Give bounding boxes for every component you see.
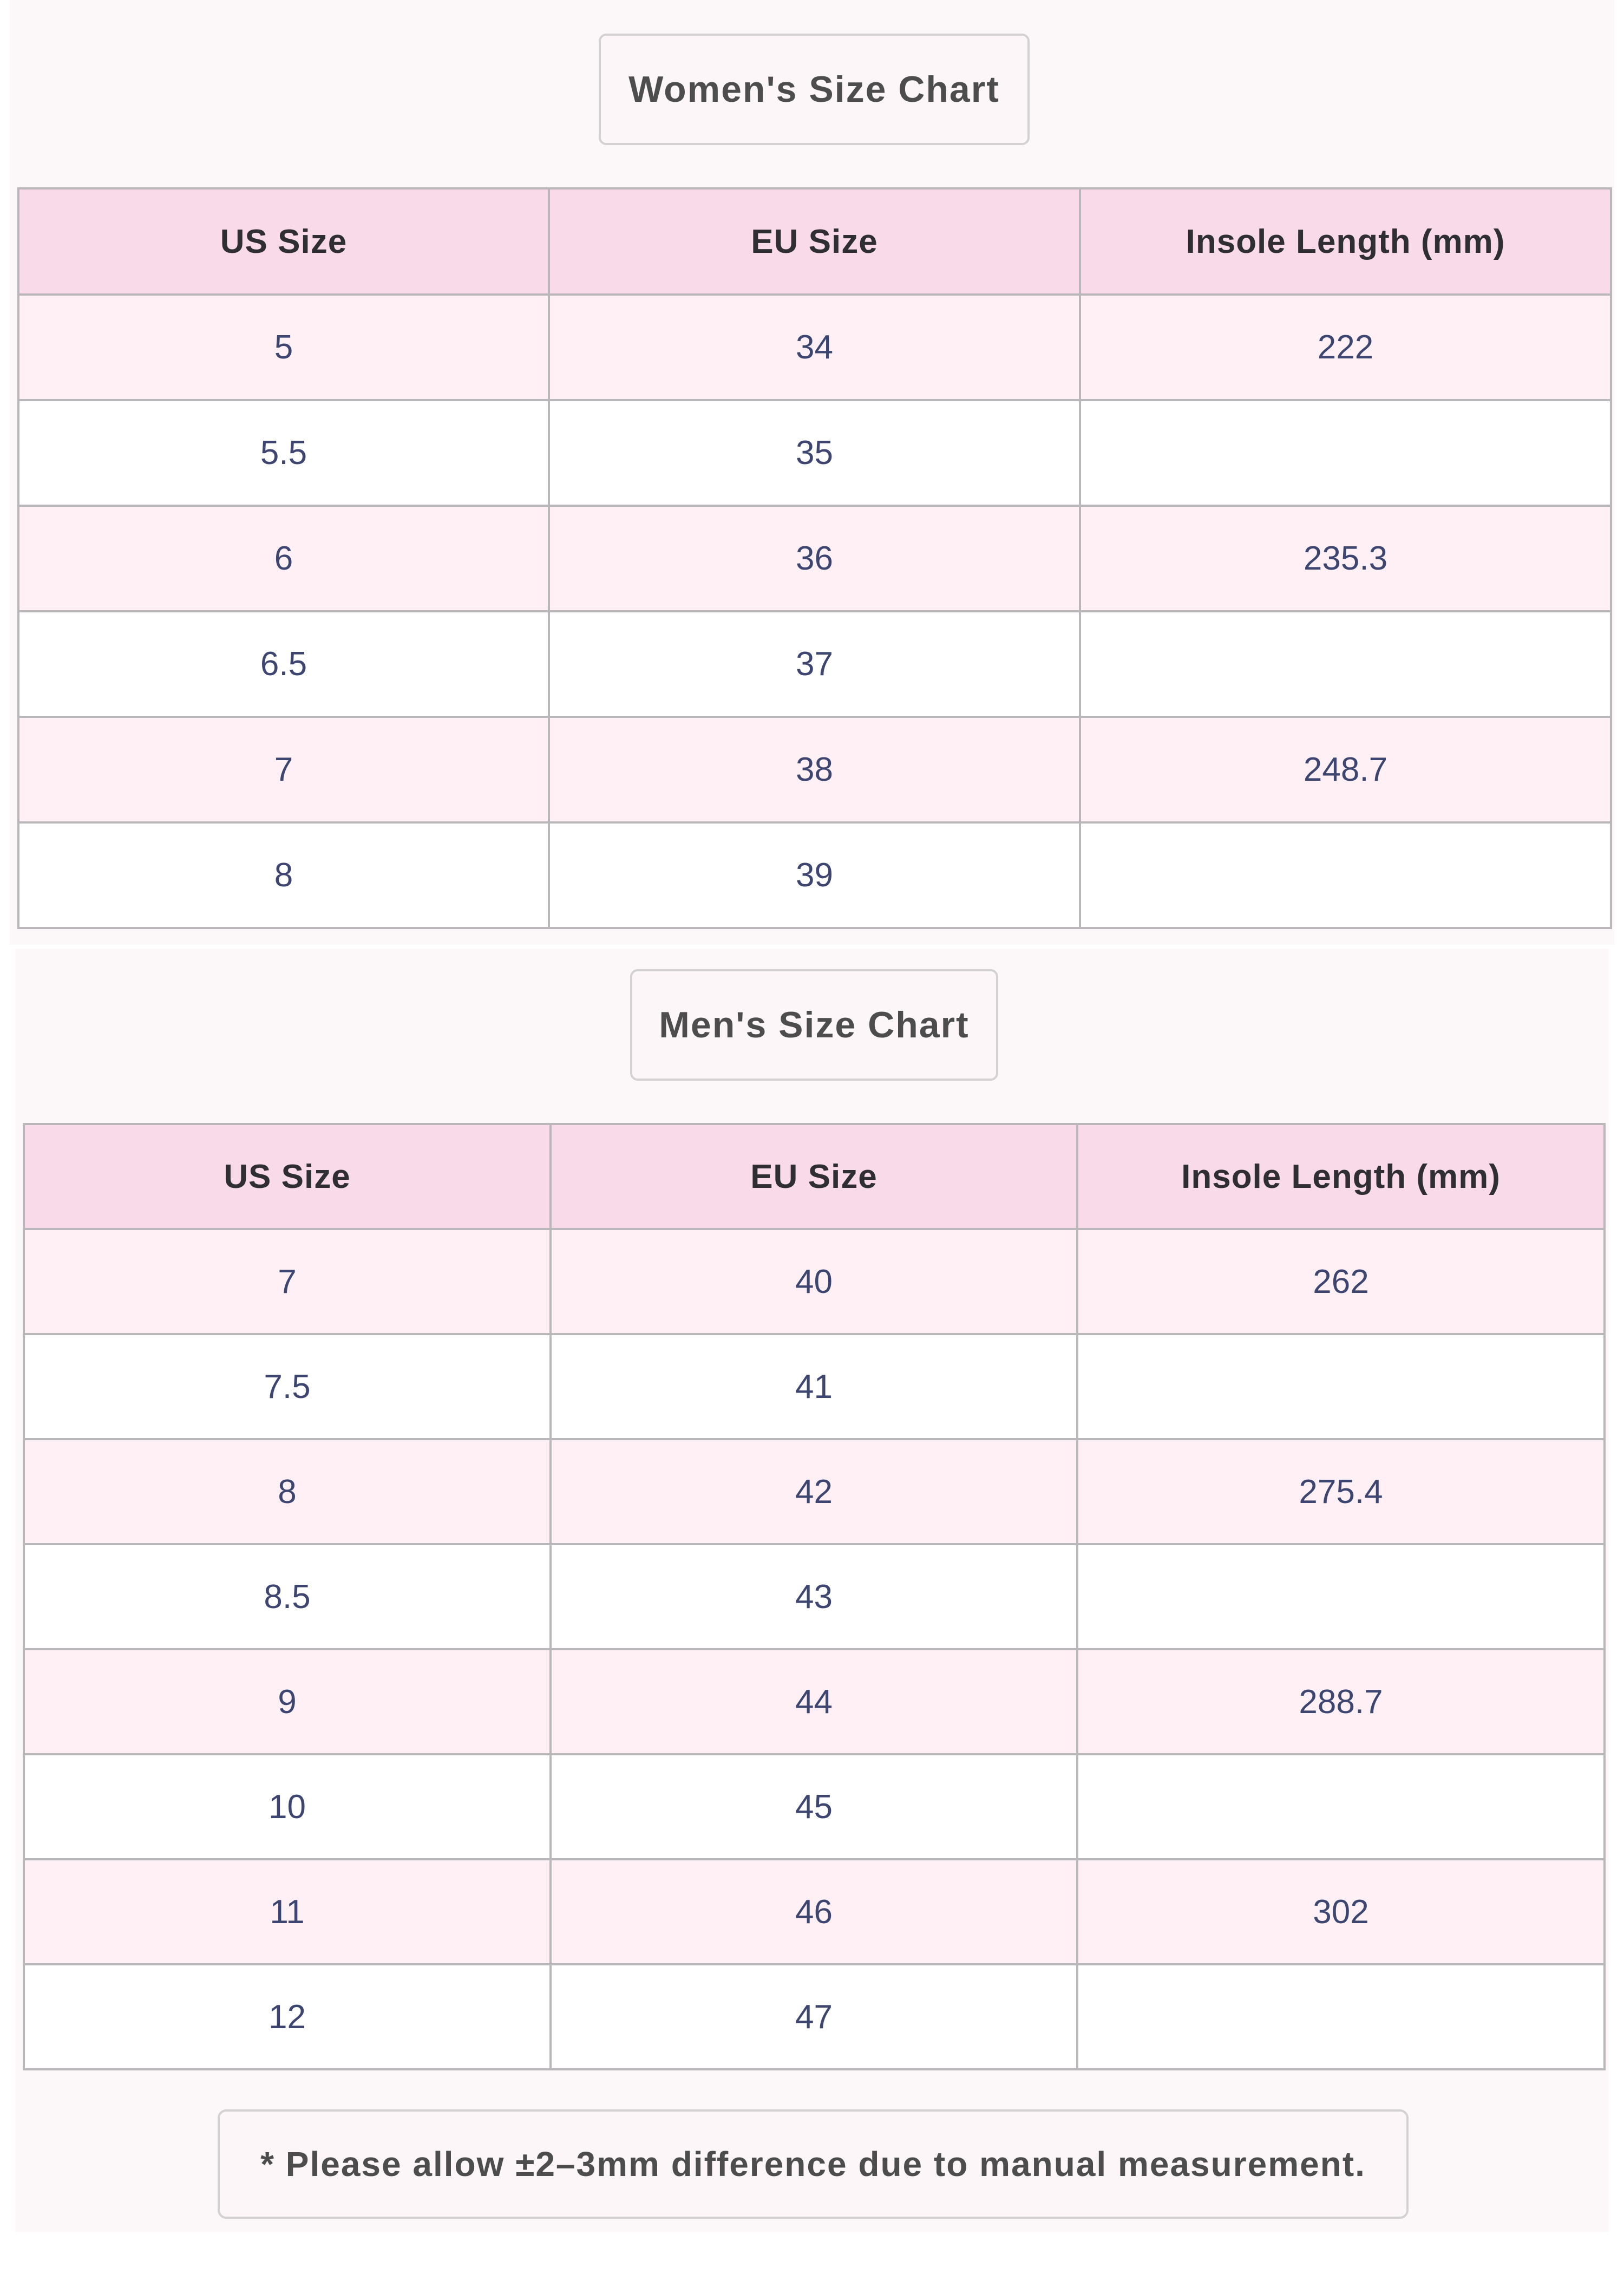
insole-length-header: Insole Length (mm)	[1080, 188, 1611, 295]
eu-size-cell: 45	[551, 1754, 1077, 1859]
measurement-note: * Please allow ±2–3mm difference due to manual measurement.	[218, 2109, 1409, 2219]
eu-size-cell: 34	[549, 295, 1080, 400]
insole-length-cell	[1077, 1964, 1605, 2069]
us-size-cell: 8	[18, 822, 549, 928]
eu-size-cell: 37	[549, 611, 1080, 717]
us-size-cell: 9	[24, 1649, 551, 1754]
insole-length-cell	[1080, 400, 1611, 506]
table-row	[18, 506, 1611, 611]
table-row	[24, 1544, 1605, 1649]
womens-size-table	[17, 187, 1612, 929]
table-row	[24, 1859, 1605, 1964]
table-row	[18, 717, 1611, 822]
eu-size-header: EU Size	[549, 188, 1080, 295]
us-size-cell: 7	[18, 717, 549, 822]
eu-size-cell: 38	[549, 717, 1080, 822]
mens-size-table	[23, 1123, 1606, 2070]
us-size-cell: 5	[18, 295, 549, 400]
womens-section	[10, 0, 1614, 945]
womens-size-chart-title: Women's Size Chart	[599, 34, 1030, 145]
insole-length-cell	[1080, 822, 1611, 928]
table-header-row	[24, 1124, 1605, 1229]
insole-length-cell	[1077, 1544, 1605, 1649]
insole-length-cell: 262	[1077, 1229, 1605, 1334]
us-size-cell: 12	[24, 1964, 551, 2069]
us-size-cell: 8	[24, 1439, 551, 1544]
insole-length-cell	[1077, 1334, 1605, 1439]
us-size-header: US Size	[24, 1124, 551, 1229]
insole-length-cell	[1080, 611, 1611, 717]
table-row	[24, 1649, 1605, 1754]
us-size-cell: 11	[24, 1859, 551, 1964]
eu-size-cell: 44	[551, 1649, 1077, 1754]
table-row	[18, 822, 1611, 928]
eu-size-cell: 46	[551, 1859, 1077, 1964]
table-row	[24, 1754, 1605, 1859]
insole-length-cell: 302	[1077, 1859, 1605, 1964]
us-size-cell: 7	[24, 1229, 551, 1334]
eu-size-header: EU Size	[551, 1124, 1077, 1229]
insole-length-cell: 248.7	[1080, 717, 1611, 822]
us-size-cell: 10	[24, 1754, 551, 1859]
table-row	[24, 1439, 1605, 1544]
table-row	[24, 1964, 1605, 2069]
table-row	[18, 400, 1611, 506]
us-size-header: US Size	[18, 188, 549, 295]
eu-size-cell: 39	[549, 822, 1080, 928]
eu-size-cell: 35	[549, 400, 1080, 506]
eu-size-cell: 41	[551, 1334, 1077, 1439]
insole-length-cell	[1077, 1754, 1605, 1859]
table-row	[24, 1229, 1605, 1334]
table-header-row	[18, 188, 1611, 295]
insole-length-cell: 222	[1080, 295, 1611, 400]
eu-size-cell: 36	[549, 506, 1080, 611]
insole-length-header: Insole Length (mm)	[1077, 1124, 1605, 1229]
table-row	[18, 611, 1611, 717]
table-row	[18, 295, 1611, 400]
us-size-cell: 6	[18, 506, 549, 611]
insole-length-cell: 288.7	[1077, 1649, 1605, 1754]
eu-size-cell: 42	[551, 1439, 1077, 1544]
eu-size-cell: 40	[551, 1229, 1077, 1334]
eu-size-cell: 43	[551, 1544, 1077, 1649]
mens-size-chart-title: Men's Size Chart	[630, 969, 998, 1081]
mens-section	[15, 949, 1609, 2232]
us-size-cell: 6.5	[18, 611, 549, 717]
insole-length-cell: 235.3	[1080, 506, 1611, 611]
table-row	[24, 1334, 1605, 1439]
us-size-cell: 8.5	[24, 1544, 551, 1649]
us-size-cell: 5.5	[18, 400, 549, 506]
us-size-cell: 7.5	[24, 1334, 551, 1439]
insole-length-cell: 275.4	[1077, 1439, 1605, 1544]
eu-size-cell: 47	[551, 1964, 1077, 2069]
